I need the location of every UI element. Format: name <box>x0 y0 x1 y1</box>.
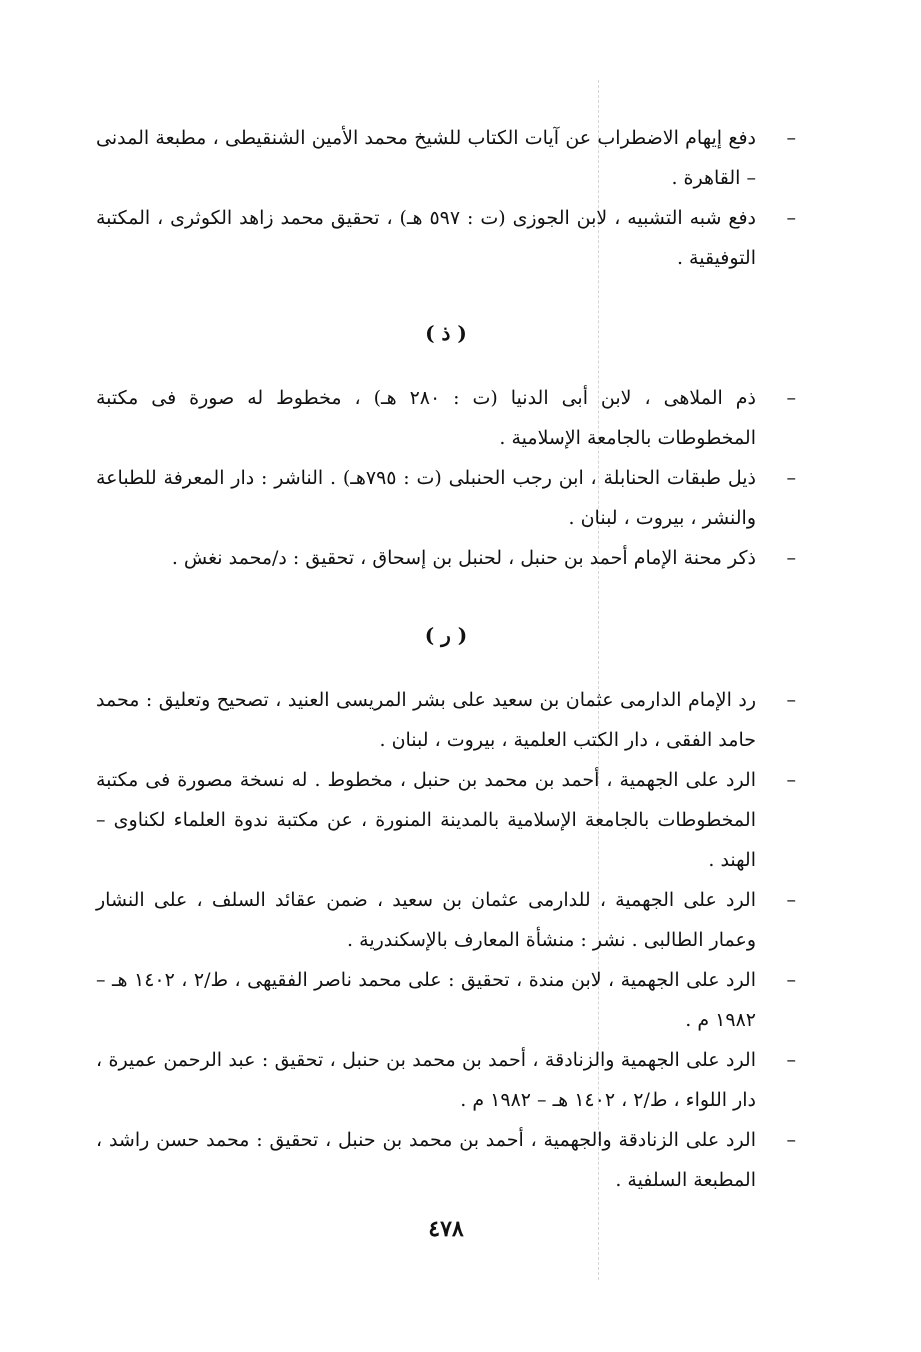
entry-dash: – <box>786 1129 796 1151</box>
entry-text: ذكر محنة الإمام أحمد بن حنبل ، لحنبل بن إسحاق ، تحقيق : د/محمد نغش . <box>171 547 756 569</box>
entry-dash: – <box>786 547 796 569</box>
bibliography-entry <box>96 378 796 458</box>
entry-text: الرد على الزنادقة والجهمية ، أحمد بن محمد بن حنبل ، تحقيق : محمد حسن راشد ، المطبعة السلفية . <box>96 1129 756 1191</box>
entry-dash: – <box>786 387 796 409</box>
entry-text: ذم الملاهى ، لابن أبى الدنيا (ت : ٢٨٠ هـ) ، مخطوط له صورة فى مكتبة المخطوطات بالجامعة الإسلامية . <box>96 387 756 449</box>
bibliography-entry <box>96 960 796 1040</box>
entry-dash: – <box>786 127 796 149</box>
page-number: ٤٧٨ <box>428 1216 464 1242</box>
section-heading-ra: ( ر ) <box>424 623 468 647</box>
entry-dash: – <box>786 969 796 991</box>
bibliography-entry <box>96 880 796 960</box>
entry-text: رد الإمام الدارمى عثمان بن سعيد على بشر المريسى العنيد ، تصحيح وتعليق : محمد حامد الفقى ، دار الكتب العلمية ، بيروت ، لبنان . <box>96 689 756 751</box>
entry-dash: – <box>786 689 796 711</box>
bibliography-entry <box>96 760 796 880</box>
entry-text: دفع شبه التشبيه ، لابن الجوزى (ت : ٥٩٧ هـ) ، تحقيق محمد زاهد الكوثرى ، المكتبة التوفيقية . <box>96 207 756 269</box>
bibliography-entry <box>96 198 796 278</box>
bibliography-entry <box>96 1040 796 1120</box>
entry-text: ذيل طبقات الحنابلة ، ابن رجب الحنبلى (ت : ٧٩٥هـ) . الناشر : دار المعرفة للطباعة والنشر ، بيروت ، لبنان . <box>96 467 756 529</box>
entry-dash: – <box>786 1049 796 1071</box>
bibliography-entry <box>96 680 796 760</box>
bibliography-entry <box>96 458 796 538</box>
section-dhal <box>96 378 796 578</box>
entry-dash: – <box>786 769 796 791</box>
bibliography-entry <box>96 538 796 578</box>
entry-text: دفع إيهام الاضطراب عن آيات الكتاب للشيخ محمد الأمين الشنقيطى ، مطبعة المدنى – القاهرة . <box>96 127 756 189</box>
entry-text: الرد على الجهمية ، لابن مندة ، تحقيق : على محمد ناصر الفقيهى ، ط/٢ ، ١٤٠٢ هـ – ١٩٨٢ م . <box>96 969 757 1031</box>
bibliography-entry <box>96 118 796 198</box>
entry-dash: – <box>786 889 796 911</box>
entry-text: الرد على الجهمية ، للدارمى عثمان بن سعيد ، ضمن عقائد السلف ، على النشار وعمار الطالبى . نشر : منشأة المعارف بالإسكندرية . <box>96 889 756 951</box>
entry-dash: – <box>786 467 796 489</box>
section-ra <box>96 680 796 1200</box>
section-dal-continued <box>96 118 796 278</box>
bibliography-entry <box>96 1120 796 1200</box>
entry-text: الرد على الجهمية ، أحمد بن محمد بن حنبل ، مخطوط . له نسخة مصورة فى مكتبة المخطوطات بالجامعة الإسلامية بالمدينة المنورة ، عن مكتبة ندوة العلماء لكناوى – الهند . <box>96 769 756 871</box>
entry-dash: – <box>786 207 796 229</box>
section-heading-dhal: ( ذ ) <box>425 321 467 345</box>
entry-text: الرد على الجهمية والزنادقة ، أحمد بن محمد بن حنبل ، تحقيق : عبد الرحمن عميرة ، دار اللواء ، ط/٢ ، ١٤٠٢ هـ – ١٩٨٢ م . <box>96 1049 756 1111</box>
